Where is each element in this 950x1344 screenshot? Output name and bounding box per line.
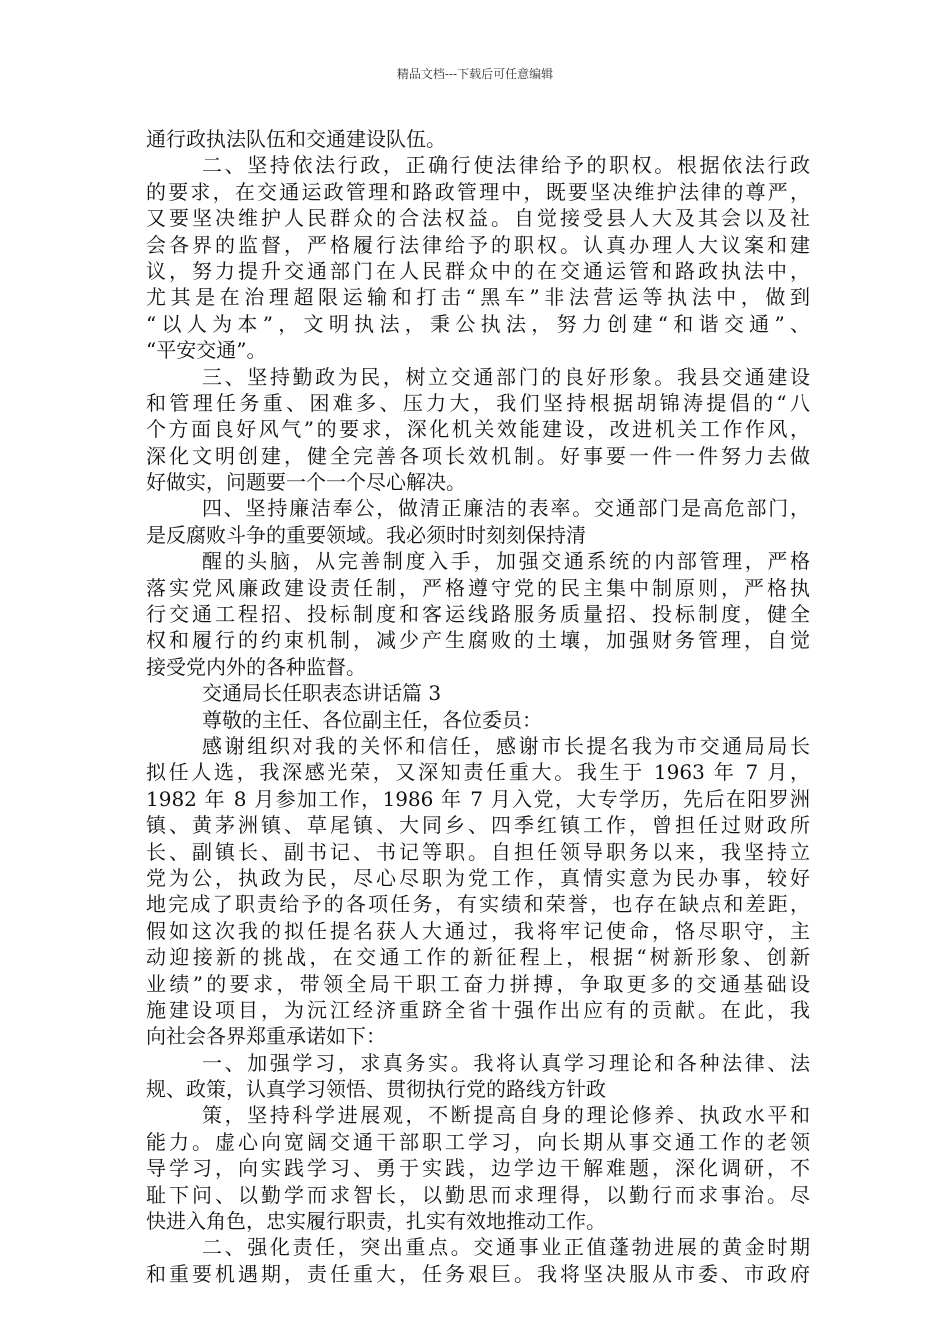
text-line: 和管理任务重、困难多、压力大，我们坚持根据胡锦涛提倡的“八: [146, 390, 810, 415]
text-line: 接受党内外的各种监督。: [146, 654, 366, 679]
text-line: 导学习，向实践学习、勇于实践，边学边干解难题，深化调研，不: [146, 1156, 810, 1181]
text-line: 又要坚决维护人民群众的合法权益。自觉接受县人大及其会以及社: [146, 206, 810, 231]
text-line: 地完成了职责给予的各项任务，有实绩和荣誉，也存在缺点和差距，: [146, 892, 810, 917]
text-line: “以人为本”，文明执法，秉公执法，努力创建“和谐交通”、: [146, 311, 810, 336]
text-line: 是反腐败斗争的重要领域。我必须时时刻刻保持清: [146, 522, 586, 547]
text-line: 一、加强学习，求真务实。我将认真学习理论和各种法律、法: [202, 1050, 810, 1075]
text-line: 党为公，执政为民，尽心尽职为党工作，真情实意为民办事，较好: [146, 865, 810, 890]
text-line: 尤其是在治理超限运输和打击“黑车”非法营运等执法中，做到: [146, 285, 810, 310]
text-line: 动迎接新的挑战，在交通工作的新征程上，根据“树新形象、创新: [146, 945, 810, 970]
text-line: 快进入角色，忠实履行职责，扎实有效地推动工作。: [146, 1209, 606, 1234]
text-line: 议，努力提升交通部门在人民群众中的在交通运管和路政执法中，: [146, 258, 810, 283]
text-line: 耻下问、以勤学而求智长，以勤思而求理得，以勤行而求事治。尽: [146, 1182, 810, 1207]
text-line: 镇、黄茅洲镇、草尾镇、大同乡、四季红镇工作，曾担任过财政所: [146, 813, 810, 838]
text-line: 三、坚持勤政为民，树立交通部门的良好形象。我县交通建设: [202, 364, 810, 389]
text-line: 深化文明创建，健全完善各项长效机制。好事要一件一件努力去做: [146, 443, 810, 468]
text-line: 落实党风廉政建设责任制，严格遵守党的民主集中制原则，严格执: [146, 575, 810, 600]
text-line: 业绩”的要求，带领全局干职工奋力拼搏，争取更多的交通基础设: [146, 971, 810, 996]
text-line: 感谢组织对我的关怀和信任，感谢市长提名我为市交通局局长: [202, 733, 810, 758]
text-line: “平安交通”。: [146, 338, 267, 363]
text-line: 四、坚持廉洁奉公，做清正廉洁的表率。交通部门是高危部门，: [202, 496, 810, 521]
text-line: 的要求，在交通运政管理和路政管理中，既要坚决维护法律的尊严，: [146, 179, 810, 204]
text-line: 规、政策，认真学习领悟、贯彻执行党的路线方针政: [146, 1077, 606, 1102]
text-line: 1982 年 8 月参加工作，1986 年 7 月入党，大专学历，先后在阳罗洲: [146, 786, 810, 811]
text-line: 拟任人选，我深感光荣，又深知责任重大。我生于 1963 年 7 月，: [146, 760, 810, 785]
text-line: 交通局长任职表态讲话篇 3: [202, 681, 442, 706]
text-line: 个方面良好风气”的要求，深化机关效能建设，改进机关工作作风，: [146, 417, 810, 442]
text-line: 二、坚持依法行政，正确行使法律给予的职权。根据依法行政: [202, 153, 810, 178]
text-line: 二、强化责任，突出重点。交通事业正值蓬勃进展的黄金时期: [202, 1235, 810, 1260]
text-line: 能力。虚心向宽阔交通干部职工学习，向长期从事交通工作的老领: [146, 1129, 810, 1154]
text-line: 和重要机遇期，责任重大，任务艰巨。我将坚决服从市委、市政府: [146, 1261, 810, 1286]
text-line: 向社会各界郑重承诺如下：: [146, 1024, 386, 1049]
text-line: 策，坚持科学进展观，不断提高自身的理论修养、执政水平和: [202, 1103, 810, 1128]
text-line: 权和履行的约束机制，减少产生腐败的土壤，加强财务管理，自觉: [146, 628, 810, 653]
text-line: 尊敬的主任、各位副主任，各位委员：: [202, 707, 542, 732]
text-line: 通行政执法队伍和交通建设队伍。: [146, 127, 446, 151]
text-line: 会各界的监督，严格履行法律给予的职权。认真办理人大议案和建: [146, 232, 810, 257]
text-line: 假如这次我的拟任提名获人大通过，我将牢记使命，恪尽职守，主: [146, 918, 810, 943]
text-line: 长、副镇长、副书记、书记等职。自担任领导职务以来，我坚持立: [146, 839, 810, 864]
text-line: 行交通工程招、投标制度和客运线路服务质量招、投标制度，健全: [146, 602, 810, 627]
document-body: [146, 126, 810, 1287]
text-line: 施建设项目，为沅江经济重跻全省十强作出应有的贡献。在此，我: [146, 997, 810, 1022]
text-line: 醒的头脑，从完善制度入手，加强交通系统的内部管理，严格: [202, 549, 810, 574]
page-header: 精品文档---下载后可任意编辑: [396, 67, 554, 81]
text-line: 好做实，问题要一个一个尽心解决。: [146, 470, 466, 495]
